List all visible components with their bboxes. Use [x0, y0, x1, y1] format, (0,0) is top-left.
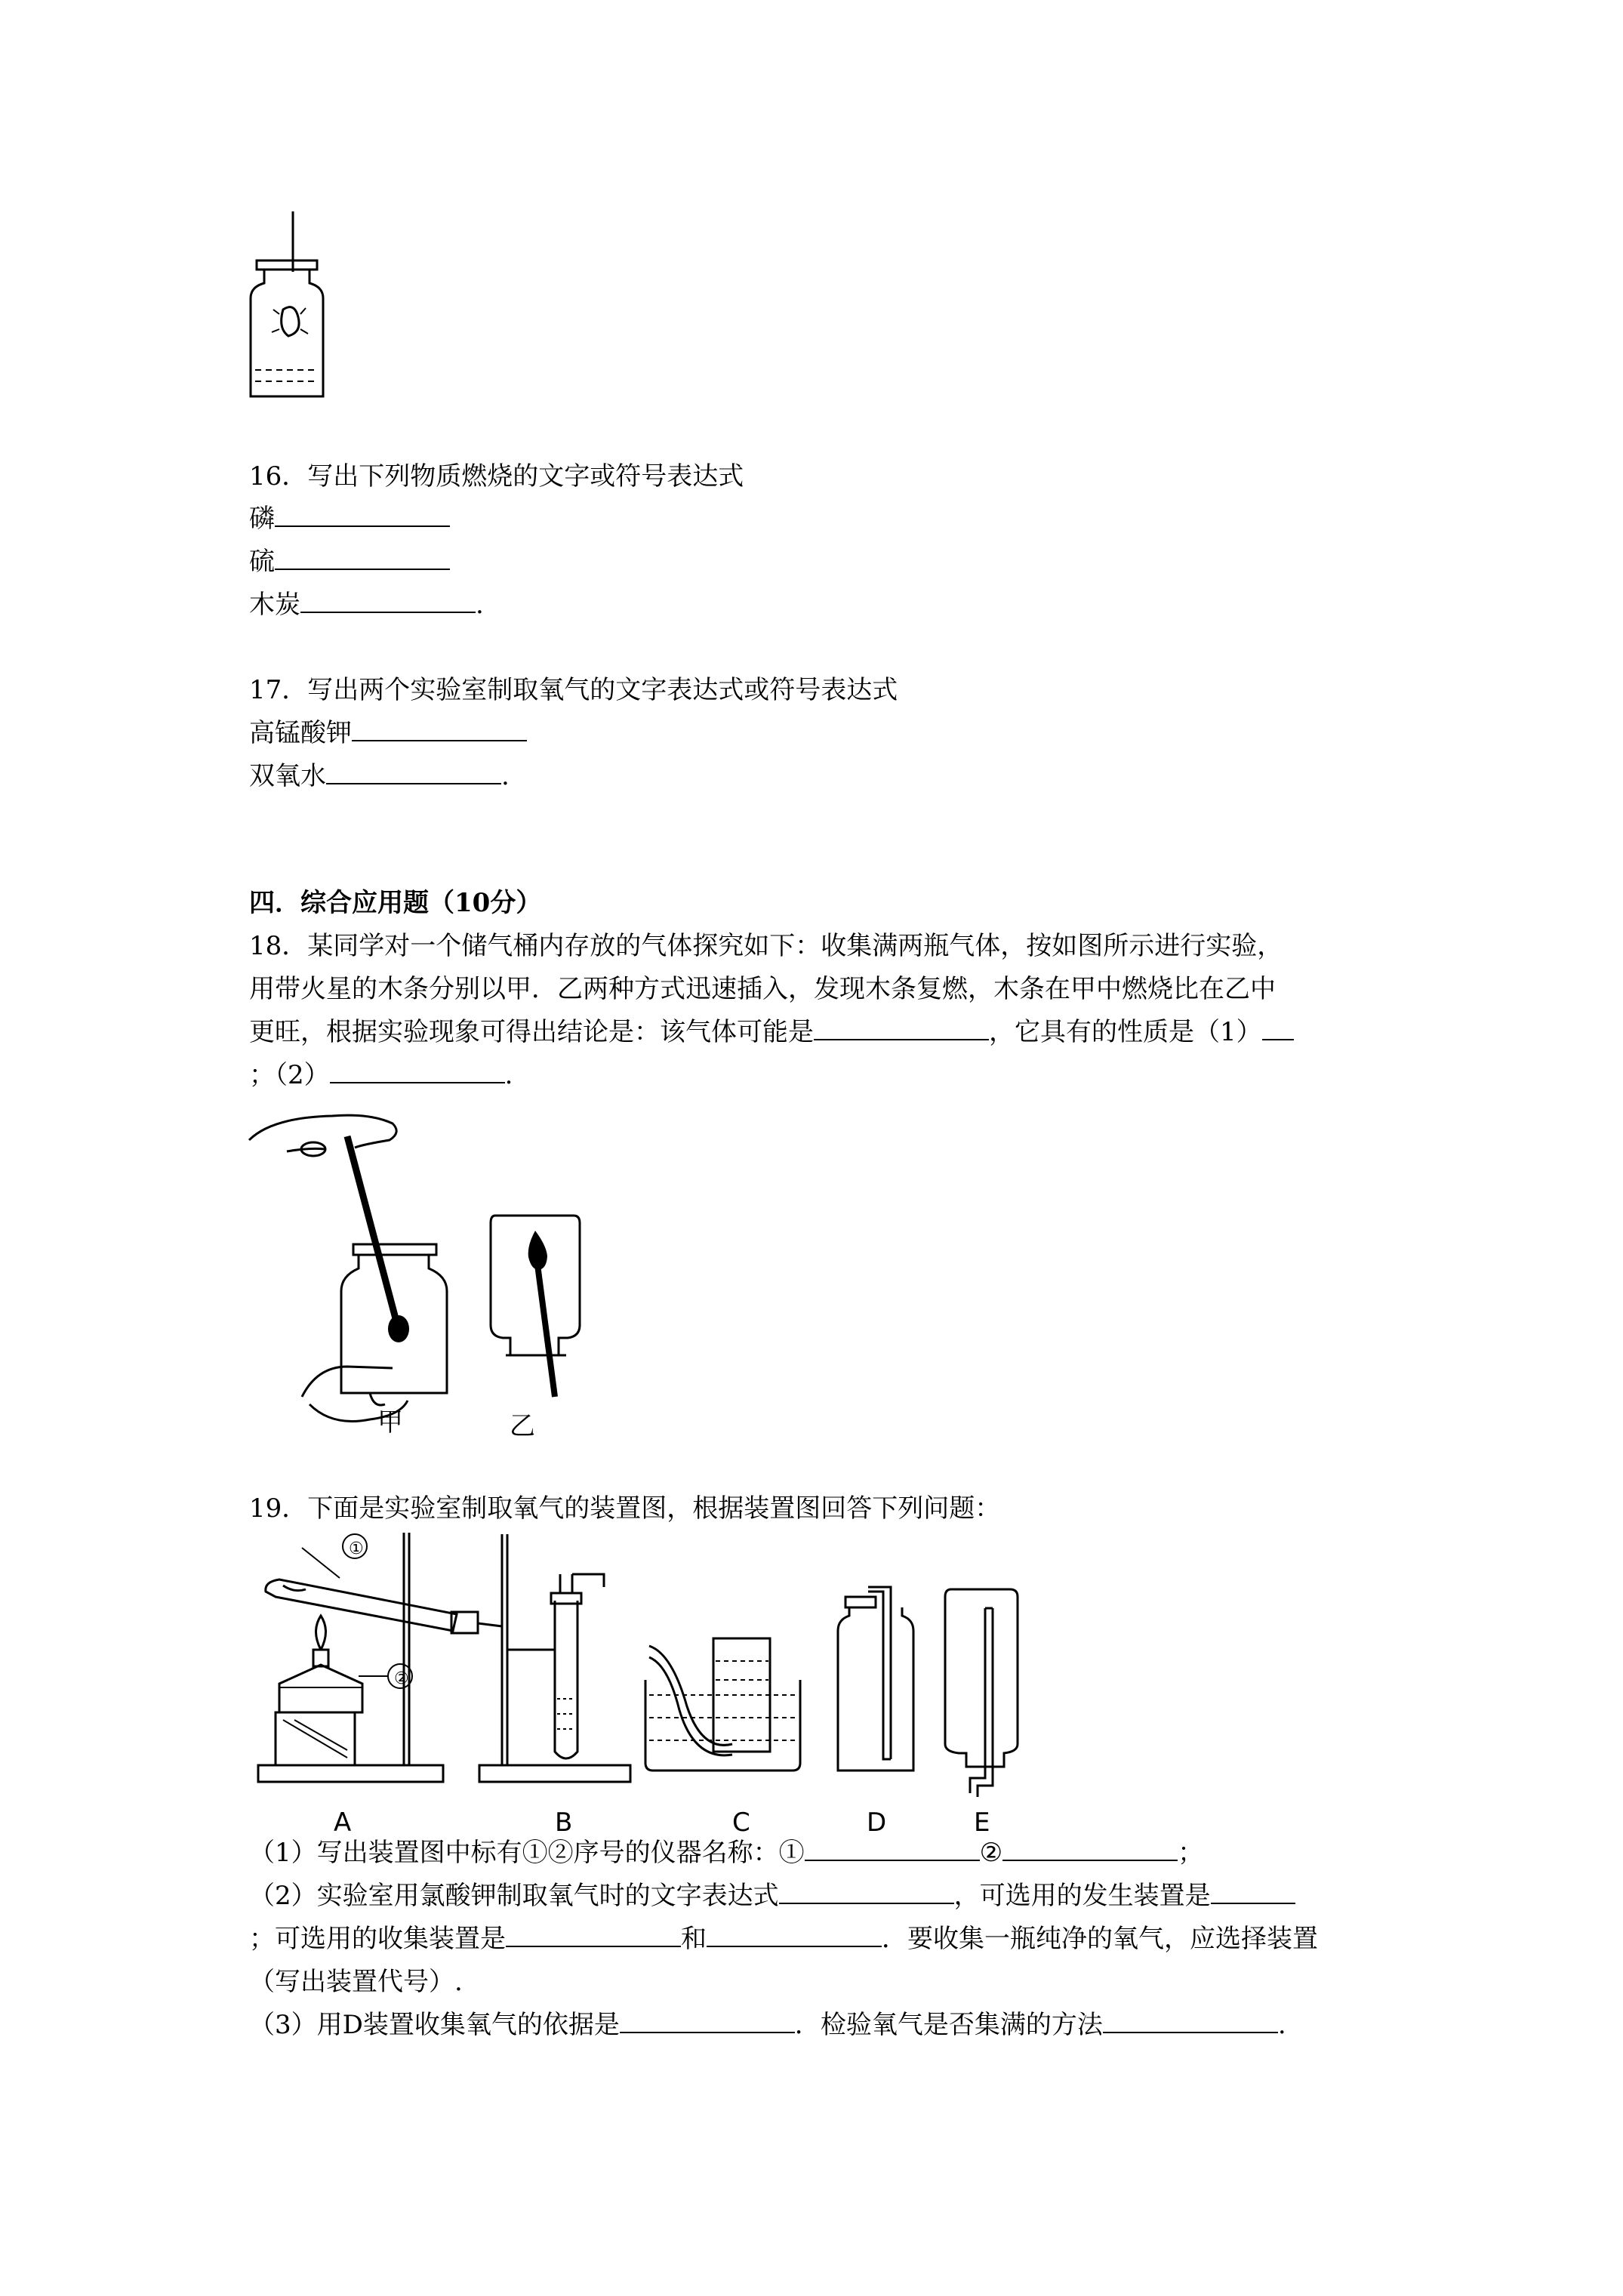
- end-mark: .: [476, 590, 484, 620]
- q18-line2: 用带火星的木条分别以甲．乙两种方式迅速插入，发现木条复燃，木条在甲中燃烧比在乙中: [249, 974, 1276, 1004]
- end-mark: .: [504, 1060, 513, 1090]
- label-d: D: [867, 1808, 887, 1838]
- apparatus-c: [645, 1638, 800, 1838]
- q19-text: （1）写出装置图中标有①②序号的仪器名称：①: [249, 1838, 805, 1868]
- q16-item-label: 木炭: [249, 590, 300, 620]
- q19-part2-line2: [249, 1921, 1318, 1957]
- label-c: C: [732, 1808, 750, 1838]
- apparatus-b: [479, 1534, 630, 1838]
- q17-item-h2o2: [249, 758, 510, 794]
- answer-blank[interactable]: [1002, 1835, 1178, 1861]
- combustion-jar-figure: [242, 211, 347, 400]
- marker-2: ②: [394, 1669, 409, 1688]
- answer-blank[interactable]: [275, 501, 450, 527]
- q17-item-kmno4: [249, 715, 527, 751]
- q19-apparatus-figure: [249, 1525, 1049, 1842]
- answer-blank[interactable]: [779, 1878, 954, 1904]
- q16-item-sulfur: [249, 544, 450, 580]
- answer-blank[interactable]: [814, 1015, 989, 1040]
- figure-label-yi: 乙: [510, 1411, 535, 1441]
- q16-stem: 16．写出下列物质燃烧的文字或符号表达式: [249, 461, 744, 492]
- answer-blank[interactable]: [1211, 1878, 1295, 1904]
- q18-text: ，它具有的性质是（1）: [989, 1017, 1262, 1047]
- answer-blank[interactable]: [330, 1058, 505, 1083]
- q19-part3: [249, 2007, 1286, 2043]
- q19-part1: [249, 1835, 1203, 1871]
- q18-line1: 18．某同学对一个储气桶内存放的气体探究如下：收集满两瓶气体，按如图所示进行实验，: [249, 931, 1283, 961]
- q19-text: （2）实验室用氯酸钾制取氧气时的文字表达式: [249, 1881, 779, 1911]
- label-b: B: [555, 1808, 573, 1838]
- q18-text: 更旺，根据实验现象可得出结论是：该气体可能是: [249, 1017, 814, 1047]
- marker-1: ①: [349, 1539, 364, 1558]
- answer-blank[interactable]: [1103, 2008, 1278, 2033]
- q17-item-label: 双氧水: [249, 761, 326, 791]
- answer-blank[interactable]: [275, 544, 450, 570]
- q16-item-charcoal: [249, 587, 484, 623]
- answer-blank[interactable]: [326, 759, 501, 784]
- label-e: E: [974, 1808, 990, 1838]
- answer-blank[interactable]: [352, 716, 527, 741]
- q19-text: 和: [681, 1924, 707, 1954]
- end-mark: .: [501, 761, 510, 791]
- q17-item-label: 高锰酸钾: [249, 718, 352, 748]
- q19-text: ．检验氧气是否集满的方法: [794, 2010, 1103, 2040]
- q17-stem: 17．写出两个实验室制取氧气的文字表达式或符号表达式: [249, 675, 898, 705]
- apparatus-e: [945, 1589, 1018, 1838]
- q16-item-label: 磷: [249, 504, 275, 534]
- q19-text: ；可选用的收集装置是: [249, 1924, 506, 1954]
- q19-text: ．要收集一瓶纯净的氧气，应选择装置: [882, 1924, 1318, 1954]
- q19-text: （3）用D装置收集氧气的依据是: [249, 2010, 620, 2040]
- q19-text: ②: [979, 1838, 1003, 1868]
- q18-line3: [249, 1014, 1294, 1050]
- q18-figure: [242, 1095, 619, 1450]
- answer-blank[interactable]: [300, 587, 476, 613]
- q16-item-label: 硫: [249, 547, 275, 577]
- answer-blank[interactable]: [506, 1922, 681, 1947]
- label-a: A: [334, 1808, 352, 1838]
- figure-label-jia: 甲: [377, 1407, 403, 1438]
- apparatus-d: [838, 1587, 913, 1838]
- q18-text: ；（2）: [249, 1060, 330, 1090]
- answer-blank[interactable]: [707, 1922, 882, 1947]
- q18-line4: [249, 1057, 513, 1093]
- answer-blank[interactable]: [620, 2008, 795, 2033]
- q19-part2-line1: [249, 1878, 1295, 1914]
- q19-text: ，可选用的发生装置是: [953, 1881, 1211, 1911]
- q19-stem: 19．下面是实验室制取氧气的装置图，根据装置图回答下列问题：: [249, 1493, 1001, 1524]
- q19-part2-line3: （写出装置代号）.: [249, 1967, 463, 1997]
- end-mark: .: [1277, 2010, 1286, 2040]
- section-heading: 四．综合应用题（10分）: [249, 888, 542, 918]
- q16-item-phosphorus: [249, 501, 450, 537]
- q19-text: ；: [1178, 1838, 1204, 1868]
- answer-blank[interactable]: [1262, 1015, 1294, 1040]
- apparatus-a: [258, 1533, 502, 1838]
- answer-blank[interactable]: [805, 1835, 980, 1861]
